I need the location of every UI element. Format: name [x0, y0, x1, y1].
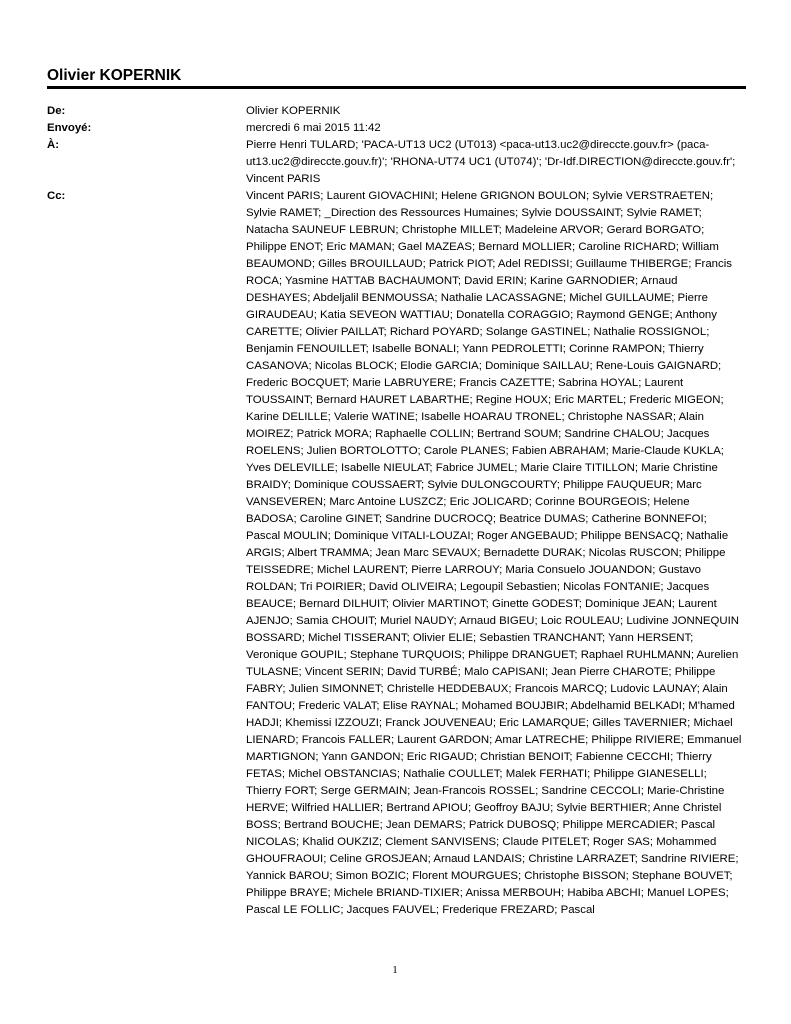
cc-label: Cc:	[47, 190, 66, 202]
from-value: Olivier KOPERNIK	[246, 105, 341, 117]
title-divider	[47, 86, 746, 89]
to-recipients: Pierre Henri TULARD; 'PACA-UT13 UC2 (UT013) <paca-ut13.uc2@direccte.gouv.fr> (paca-ut13.uc2@direccte.gouv.fr)'; 'RHONA-UT74 UC1 (UT074)'; 'Dr-Idf.DIRECTION@direccte.gouv.fr'; Vincent PARIS	[246, 139, 736, 185]
document-title: Olivier KOPERNIK	[47, 67, 182, 84]
sent-value: mercredi 6 mai 2015 11:42	[246, 122, 381, 134]
to-label: À:	[47, 139, 60, 151]
cc-recipients: Vincent PARIS; Laurent GIOVACHINI; Helene GRIGNON BOULON; Sylvie VERSTRAETEN; Sylvie RAMET; _Direction des Ressources Humaines; Sylvie DOUSSAINT; Sylvie RAMET; Natacha SAUNEUF LEBRUN; Christophe MILLET; Madeleine ARVOR; Gerard BORGATO; Philippe ENOT; Eric MAMAN; Gael MAZEAS; Bernard MOLLIER; Caroline RICHARD; William BEAUMOND; Gilles BROUILLAUD; Patrick PIOT; Adel REDISSI; Guillaume THIBERGE; Francis ROCA; Yasmine HATTAB BACHAUMONT; David ERIN; Karine GARNODIER; Arnaud DESHAYES; Abdeljalil BENMOUSSA; Nathalie LACASSAGNE; Michel GUILLAUME; Pierre GIRAUDEAU; Katia SEVEON WATTIAU; Donatella CORAGGIO; Raymond GENGE; Anthony CARETTE; Olivier PAILLAT; Richard POYARD; Solange GASTINEL; Nathalie ROSSIGNOL; Benjamin FENOUILLET; Isabelle BONALI; Yann PEDROLETTI; Corinne RAMPON; Thierry CASANOVA; Nicolas BLOCK; Elodie GARCIA; Dominique SAILLAU; Rene-Louis GAIGNARD; Frederic BOCQUET; Marie LABRUYERE; Francis CAZETTE; Sabrina HOYAL; Laurent TOUSSAINT; Bernard HAURET LABARTHE; Regine HOUX; Eric MARTEL; Frederic MIGEON; Karine DELILLE; Valerie WATINE; Isabelle HOARAU TRONEL; Christophe NASSAR; Alain MOIREZ; Patrick MORA; Raphaelle COLLIN; Bertrand SOUM; Sandrine CHALOU; Jacques ROELENS; Julien BORTOLOTTO; Carole PLANES; Fabien ABRAHAM; Marie-Claude KUKLA; Yves DELEVILLE; Isabelle NIEULAT; Fabrice JUMEL; Marie Claire TITILLON; Marie Christine BRAIDY; Dominique COUSSAERT; Sylvie DULONGCOURTY; Philippe FAUQUEUR; Marc VANSEVEREN; Marc Antoine LUSZCZ; Eric JOLICARD; Corinne BOURGEOIS; Helene BADOSA; Caroline GINET; Sandrine DUCROCQ; Beatrice DUMAS; Catherine BONNEFOI; Pascal MOULIN; Dominique VITALI-LOUZAI; Roger ANGEBAUD; Philippe BENSACQ; Nathalie ARGIS; Albert TRAMMA; Jean Marc SEVAUX; Bernadette DURAK; Nicolas RUSCON; Philippe TEISSEDRE; Michel LAURENT; Pierre LARROUY; Maria Consuelo JOUANDON; Gustavo ROLDAN; Tri POIRIER; David OLIVEIRA; Legoupil Sebastien; Nicolas FONTANIE; Jacques BEAUCE; Bernard DILHUIT; Olivier MARTINOT; Ginette GODEST; Dominique JEAN; Laurent AJENJO; Samia CHOUIT; Muriel NAUDY; Arnaud BIGEU; Loic ROULEAU; Ludivine JONNEQUIN BOSSARD; Michel TISSERANT; Olivier ELIE; Sebastien TRANCHANT; Yann HERSENT; Veronique GOUPIL; Stephane TURQUOIS; Philippe DRANGUET; Raphael RUHLMANN; Aurelien TULASNE; Vincent SERIN; David TURBÉ; Malo CAPISANI; Jean Pierre CHAROTE; Philippe FABRY; Julien SIMONNET; Christelle HEDDEBAUX; Francois MARCQ; Ludovic LAUNAY; Alain FANTOU; Frederic VALAT; Elise RAYNAL; Mohamed BOUJBIR; Abdelhamid BELKADI; M'hamed HADJI; Khemissi IZZOUZI; Franck JOUVENEAU; Eric LAMARQUE; Gilles TAVERNIER; Michael LIENARD; Francois FALLER; Laurent GARDON; Amar LATRECHE; Philippe RIVIERE; Emmanuel MARTIGNON; Yann GANDON; Eric RIGAUD; Christian BENOIT; Fabienne CECCHI; Thierry FETAS; Michel OBSTANCIAS; Nathalie COULLET; Malek FERHATI; Philippe GIANESELLI; Thierry FORT; Serge GERMAIN; Jean-Francois ROSSEL; Sandrine CECCOLI; Marie-Christine HERVE; Wilfried HALLIER; Bertrand APIOU; Geoffroy BAJU; Sylvie BERTHIER; Anne Christel BOSS; Bertrand BOUCHE; Jean DEMARS; Patrick DUBOSQ; Philippe MERCADIER; Pascal NICOLAS; Khalid OUKZIZ; Clement SANVISENS; Claude PITELET; Roger SAS; Mohammed GHOUFRAOUI; Celine GROSJEAN; Arnaud LANDAIS; Christine LARRAZET; Sandrine RIVIERE; Yannick BAROU; Simon BOZIC; Florent MOURGUES; Christophe BISSON; Stephane BOUVET; Philippe BRAYE; Michele BRIAND-TIXIER; Anissa MERBOUH; Habiba ABCHI; Manuel LOPES; Pascal LE FOLLIC; Jacques FAUVEL; Frederique FREZARD; Pascal	[246, 190, 742, 916]
sent-label: Envoyé:	[47, 122, 92, 134]
from-label: De:	[47, 105, 66, 117]
page-number: 1	[392, 964, 398, 976]
